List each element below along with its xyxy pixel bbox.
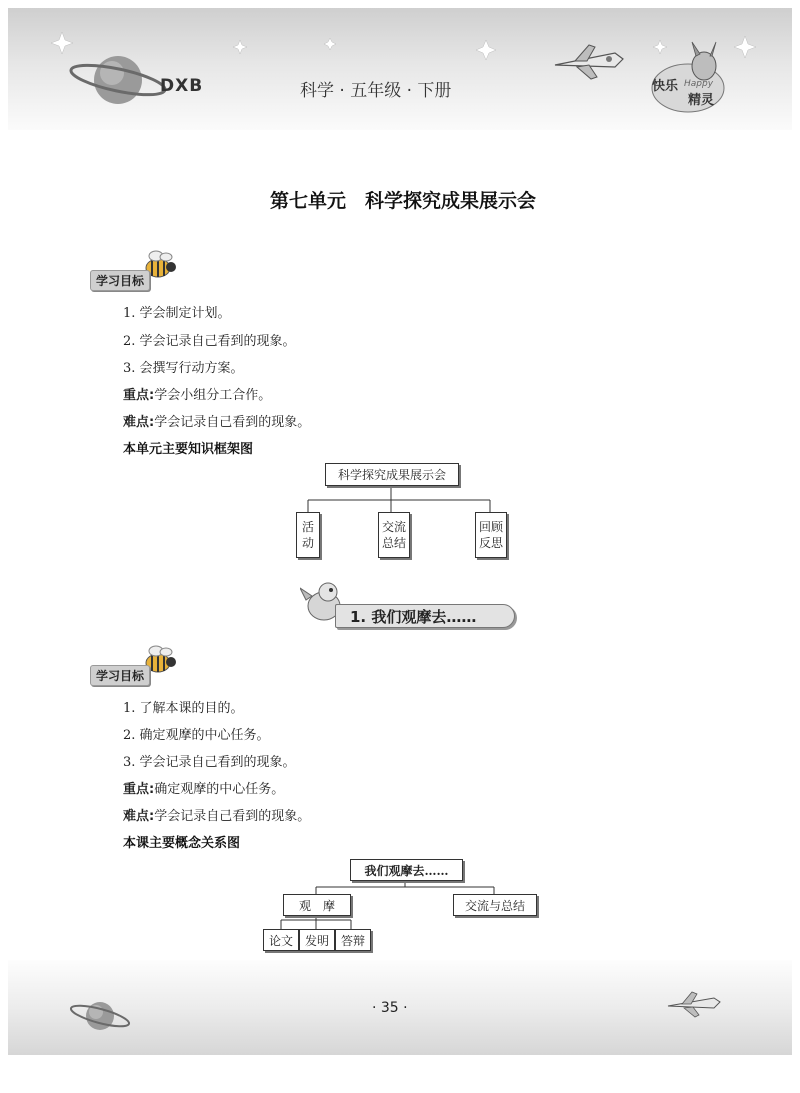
goal-item: 3. 会撰写行动方案。: [123, 361, 244, 376]
key-text: 学会小组分工合作。: [154, 388, 272, 403]
key-text: 确定观摩的中心任务。: [154, 782, 285, 797]
key-label: 重点:: [123, 782, 155, 797]
difficult-label: 难点:: [123, 415, 155, 430]
goal-item: 1. 了解本课的目的。: [123, 701, 244, 716]
goal-item: 1. 学会制定计划。: [123, 306, 231, 321]
concept-leaf-paper: 论文: [263, 929, 299, 951]
concept-leaf-defense: 答辩: [335, 929, 371, 951]
page-number: · 35 ·: [372, 1000, 408, 1016]
spaceship-icon: [668, 992, 720, 1017]
concept-node-exchange: 交流与总结: [453, 894, 537, 916]
concept-leaf-invention: 发明: [299, 929, 335, 951]
diagram-node-label: 活动: [301, 520, 314, 550]
concept-root: 我们观摩去……: [350, 859, 463, 881]
framework-title: 本单元主要知识框架图: [123, 442, 254, 457]
difficult-label: 难点:: [123, 809, 155, 824]
difficult-text: 学会记录自己看到的现象。: [154, 415, 311, 430]
svg-text:快乐: 快乐: [652, 79, 679, 94]
diagram-node-label: 回顾反思: [478, 520, 503, 550]
unit-title: 第七单元 科学探究成果展示会: [270, 190, 537, 212]
diagram-root: 科学探究成果展示会: [325, 463, 459, 486]
goal-item: 2. 学会记录自己看到的现象。: [123, 334, 296, 349]
learning-goals-badge: 学习目标: [90, 270, 150, 291]
lesson-title-banner: 1. 我们观摩去……: [335, 604, 515, 628]
learning-goals-badge: 学习目标: [90, 665, 150, 686]
concept-node-observe: 观 摩: [283, 894, 351, 916]
brand-logo: DXB: [160, 76, 204, 96]
svg-text:Happy: Happy: [684, 79, 714, 89]
header-title: 科学 · 五年级 · 下册: [300, 81, 452, 101]
key-label: 重点:: [123, 388, 155, 403]
goal-item: 3. 学会记录自己看到的现象。: [123, 755, 296, 770]
svg-text:精灵: 精灵: [688, 93, 715, 108]
goal-item: 2. 确定观摩的中心任务。: [123, 728, 270, 743]
diagram-node-label: 交流总结: [381, 520, 406, 550]
planet-icon: [69, 1001, 131, 1030]
difficult-text: 学会记录自己看到的现象。: [154, 809, 311, 824]
concept-title: 本课主要概念关系图: [123, 836, 241, 851]
